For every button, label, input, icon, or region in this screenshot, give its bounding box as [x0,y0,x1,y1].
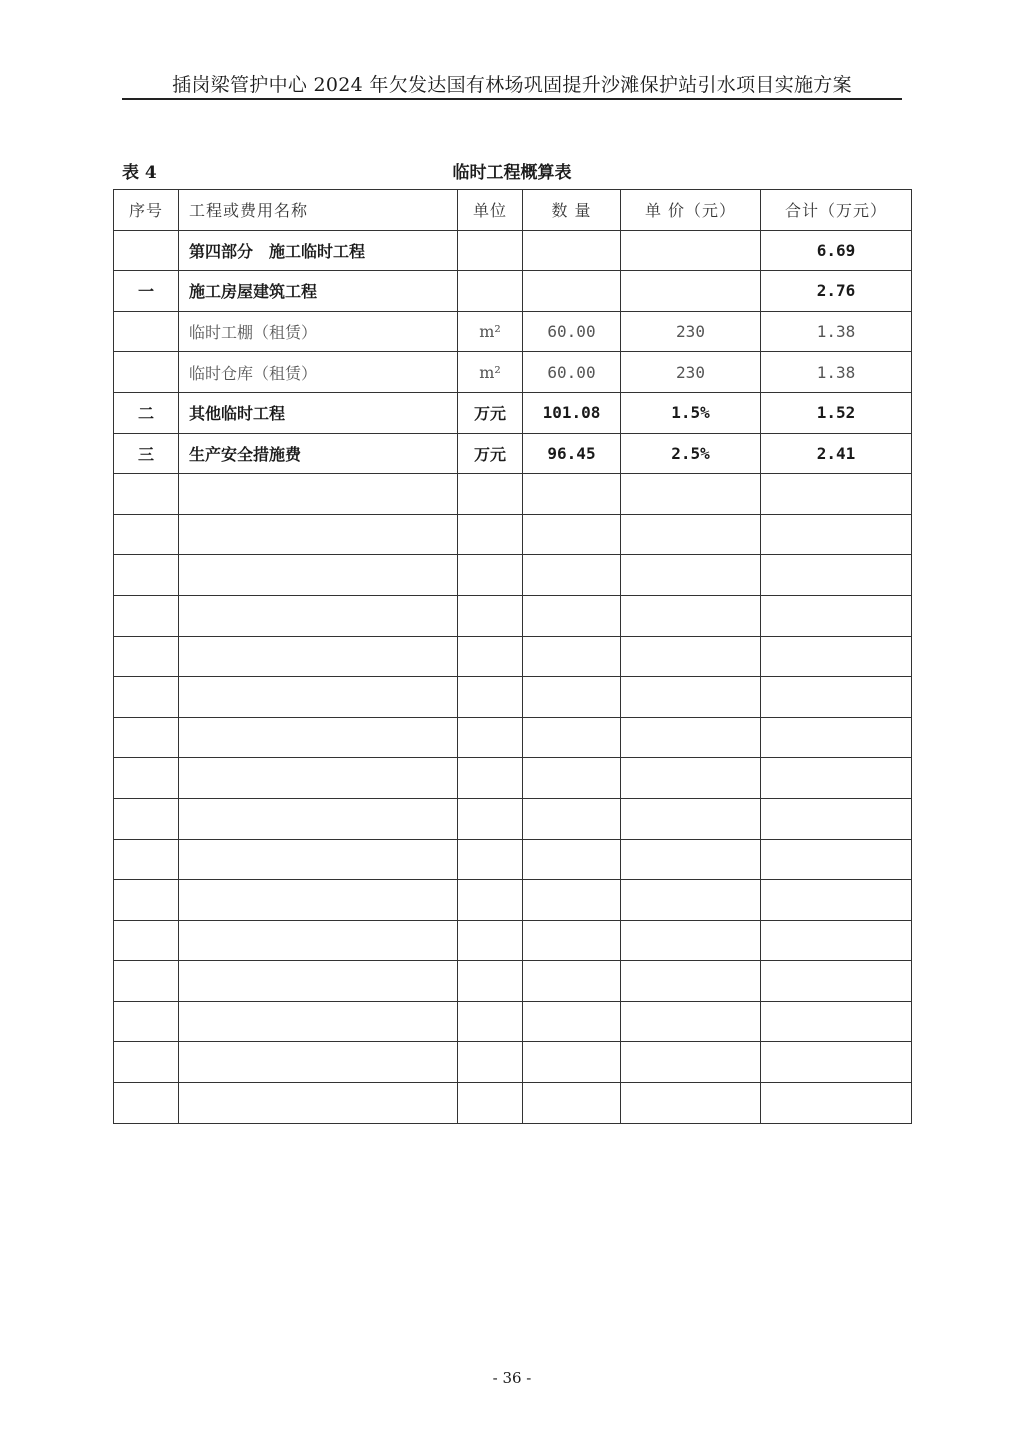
empty-cell [179,1083,458,1124]
column-header-seq: 序号 [114,190,179,231]
empty-cell [458,677,523,718]
cell-unit: 万元 [458,392,523,433]
cell-seq [114,230,179,271]
cell-unit: m² [458,352,523,393]
empty-cell [114,798,179,839]
column-header-name: 工程或费用名称 [179,190,458,231]
column-header-total: 合计（万元） [761,190,912,231]
empty-cell [523,1001,621,1042]
empty-cell [761,1083,912,1124]
empty-cell [621,636,761,677]
cell-unit-price: 230 [621,352,761,393]
empty-cell [114,1083,179,1124]
table-row [114,352,912,393]
empty-cell [523,636,621,677]
empty-cell [458,1083,523,1124]
cell-quantity: 101.08 [523,392,621,433]
empty-cell [458,920,523,961]
empty-cell [621,595,761,636]
empty-cell [761,555,912,596]
empty-cell [114,758,179,799]
empty-cell [621,839,761,880]
cell-quantity: 96.45 [523,433,621,474]
cell-seq: 一 [114,271,179,312]
empty-cell [179,961,458,1002]
empty-cell [761,1042,912,1083]
empty-cell [621,717,761,758]
empty-cell [458,717,523,758]
cell-total: 1.38 [761,352,912,393]
empty-cell [458,555,523,596]
empty-cell [761,798,912,839]
empty-table-row [114,555,912,596]
empty-cell [761,880,912,921]
column-header-unit: 单位 [458,190,523,231]
empty-table-row [114,1083,912,1124]
empty-cell [523,595,621,636]
empty-cell [458,636,523,677]
empty-cell [114,1042,179,1083]
empty-cell [621,1001,761,1042]
empty-cell [458,798,523,839]
empty-cell [523,677,621,718]
empty-cell [179,474,458,515]
empty-cell [114,677,179,718]
empty-cell [523,920,621,961]
table-title: 临时工程概算表 [452,163,572,183]
empty-cell [621,798,761,839]
empty-cell [179,1001,458,1042]
empty-cell [458,514,523,555]
empty-cell [523,474,621,515]
cell-seq [114,311,179,352]
cell-seq: 二 [114,392,179,433]
cell-name: 其他临时工程 [179,392,458,433]
page-number: - 36 - [492,1369,532,1387]
empty-cell [621,880,761,921]
empty-cell [458,595,523,636]
empty-cell [114,717,179,758]
cell-total: 2.41 [761,433,912,474]
empty-cell [179,798,458,839]
empty-table-row [114,839,912,880]
empty-cell [761,595,912,636]
empty-cell [179,555,458,596]
empty-table-row [114,1001,912,1042]
empty-cell [179,514,458,555]
empty-cell [179,1042,458,1083]
cell-seq [114,352,179,393]
empty-cell [523,1042,621,1083]
empty-cell [179,758,458,799]
cell-seq: 三 [114,433,179,474]
empty-cell [458,1042,523,1083]
cell-unit: m² [458,311,523,352]
empty-cell [761,474,912,515]
empty-cell [523,514,621,555]
cell-name: 施工房屋建筑工程 [179,271,458,312]
cell-name: 临时仓库（租赁） [179,352,458,393]
running-header: 插岗梁管护中心 2024 年欠发达国有林场巩固提升沙滩保护站引水项目实施方案 [172,74,852,96]
empty-cell [114,1001,179,1042]
empty-table-row [114,961,912,1002]
cell-quantity [523,230,621,271]
cell-quantity: 60.00 [523,311,621,352]
empty-table-row [114,880,912,921]
empty-cell [621,1083,761,1124]
empty-cell [114,920,179,961]
empty-cell [761,514,912,555]
header-rule [122,98,902,100]
table-row [114,311,912,352]
table-body [114,230,912,1123]
empty-cell [179,880,458,921]
column-header-quantity: 数 量 [523,190,621,231]
empty-table-row [114,514,912,555]
empty-cell [621,961,761,1002]
empty-cell [523,961,621,1002]
empty-table-row [114,798,912,839]
empty-cell [179,839,458,880]
empty-cell [621,920,761,961]
empty-table-row [114,920,912,961]
table-header-row [114,190,912,231]
cell-unit-price: 230 [621,311,761,352]
empty-cell [179,636,458,677]
empty-cell [114,961,179,1002]
cell-total: 2.76 [761,271,912,312]
empty-table-row [114,636,912,677]
empty-cell [179,595,458,636]
empty-cell [761,839,912,880]
empty-cell [761,758,912,799]
empty-cell [179,677,458,718]
empty-cell [114,636,179,677]
empty-cell [523,798,621,839]
column-header-unit-price: 单 价（元） [621,190,761,231]
empty-cell [458,758,523,799]
empty-cell [761,920,912,961]
empty-cell [523,555,621,596]
budget-table [113,189,912,1124]
cell-unit-price [621,271,761,312]
cell-total: 1.52 [761,392,912,433]
empty-cell [114,474,179,515]
empty-cell [114,839,179,880]
empty-cell [761,961,912,1002]
empty-cell [114,514,179,555]
cell-unit-price: 2.5% [621,433,761,474]
empty-table-row [114,717,912,758]
empty-cell [179,920,458,961]
empty-table-row [114,1042,912,1083]
table-label: 表 4 [122,163,157,183]
empty-cell [523,717,621,758]
empty-cell [621,474,761,515]
empty-cell [523,880,621,921]
empty-cell [523,758,621,799]
cell-name: 第四部分 施工临时工程 [179,230,458,271]
cell-quantity [523,271,621,312]
empty-cell [621,758,761,799]
empty-cell [523,839,621,880]
empty-cell [114,595,179,636]
cell-name: 临时工棚（租赁） [179,311,458,352]
cell-unit-price: 1.5% [621,392,761,433]
table-row [114,230,912,271]
empty-cell [621,555,761,596]
empty-cell [621,677,761,718]
empty-cell [458,1001,523,1042]
cell-name: 生产安全措施费 [179,433,458,474]
empty-cell [761,636,912,677]
cell-total: 6.69 [761,230,912,271]
empty-table-row [114,677,912,718]
empty-cell [761,1001,912,1042]
empty-cell [761,717,912,758]
empty-cell [621,1042,761,1083]
table-row [114,392,912,433]
cell-unit [458,271,523,312]
empty-cell [523,1083,621,1124]
empty-cell [458,961,523,1002]
empty-cell [761,677,912,718]
empty-cell [458,839,523,880]
empty-cell [114,880,179,921]
empty-table-row [114,474,912,515]
empty-table-row [114,595,912,636]
cell-unit [458,230,523,271]
empty-table-row [114,758,912,799]
cell-quantity: 60.00 [523,352,621,393]
table-row [114,433,912,474]
cell-unit-price [621,230,761,271]
empty-cell [114,555,179,596]
empty-cell [458,880,523,921]
table-row [114,271,912,312]
cell-unit: 万元 [458,433,523,474]
empty-cell [179,717,458,758]
empty-cell [621,514,761,555]
empty-cell [458,474,523,515]
cell-total: 1.38 [761,311,912,352]
